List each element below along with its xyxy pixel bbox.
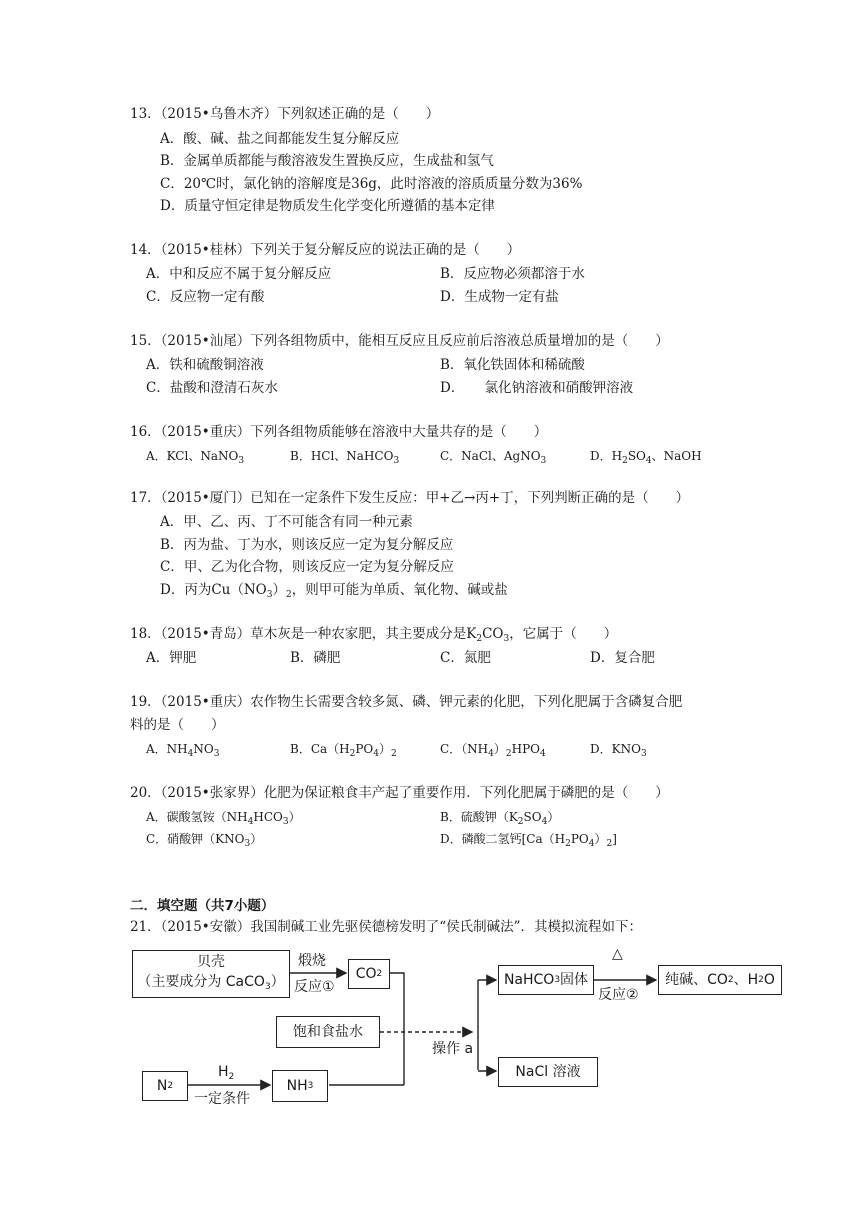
question-14-option-c: C．反应物一定有酸: [146, 289, 265, 305]
question-15-option-c: C．盐酸和澄清石灰水: [146, 380, 278, 396]
question-20-stem: 20．（2015•张家界）化肥为保证粮食丰产起了重要作用．下列化肥属于磷肥的是（ ）: [130, 785, 669, 801]
n2-box: N 2: [142, 1071, 188, 1101]
question-19-stem-continued: 料的是（ ）: [130, 717, 225, 733]
question-18-option-d: D．复合肥: [590, 650, 655, 666]
question-18-option-c: C．氮肥: [440, 650, 491, 666]
question-14-option-b: B．反应物必须都溶于水: [440, 266, 585, 282]
nacl-solution-box: NaCl 溶液: [498, 1057, 598, 1087]
question-14-option-d: D．生成物一定有盐: [440, 289, 559, 305]
question-15-option-d: D． 氯化钠溶液和硝酸钾溶液: [440, 380, 634, 396]
nh3-box: NH 3: [272, 1070, 328, 1102]
question-13-option-b: B．金属单质都能与酸溶液发生置换反应，生成盐和氢气: [160, 153, 494, 169]
section-heading: 二．填空题（共7小题）: [130, 898, 275, 914]
question-16-stem: 16．（2015•重庆）下列各组物质能够在溶液中大量共存的是（ ）: [130, 424, 548, 440]
question-20-option-c: C．硝酸钾$(KNO_3)$: [146, 832, 263, 849]
question-13-option-a: A．酸、碱、盐之间都能发生复分解反应: [160, 131, 400, 147]
question-20-option-d: D．磷酸二氢钙$[Ca(H_2PO_4)_2]$: [440, 832, 617, 849]
question-16-option-a: A．KCl、NaNO$_3$: [146, 449, 245, 466]
question-13-stem: 13．（2015•乌鲁木齐）下列叙述正确的是（ ）: [130, 106, 440, 122]
question-15-option-b: B．氧化铁固体和稀硫酸: [440, 357, 585, 373]
question-19-option-c: C．$(NH_4)_2HPO_4$: [440, 742, 546, 759]
operation-a-label: 操作 a: [432, 1041, 474, 1057]
question-17-option-c: C．甲、乙为化合物，则该反应一定为复分解反应: [160, 559, 454, 575]
question-20-option-a: A．碳酸氢铵$(NH_4HCO_3)$: [146, 810, 301, 827]
shell-composition: （主要成分为 CaCO$_3$）: [137, 973, 285, 992]
question-19-option-b: B．$Ca(H_2PO_4)_2$: [290, 742, 397, 759]
question-13-option-c: C．20℃时，氯化钠的溶解度是36g，此时溶液的溶质质量分数为36%: [160, 176, 583, 192]
question-19-option-d: D．$KNO_3$: [590, 742, 647, 759]
h2-label: $H_2$: [218, 1064, 235, 1082]
nahco3-box: NaHCO 3 固体: [498, 965, 594, 995]
question-16-option-c: C．NaCl、AgNO$_3$: [440, 449, 547, 466]
brine-box: 饱和食盐水: [276, 1016, 380, 1048]
shell-box: [132, 950, 290, 998]
calcine-label: 煅烧: [298, 953, 326, 969]
question-14-option-a: A．中和反应不属于复分解反应: [146, 266, 332, 282]
flow-diagram: [128, 940, 788, 1120]
question-19-option-a: A．$NH_4NO_3$: [146, 742, 220, 759]
reaction-2-label: 反应②: [598, 987, 639, 1003]
question-16-option-d: D．$H_2SO_4$、NaOH: [590, 449, 702, 466]
question-15-stem: 15．（2015•汕尾）下列各组物质中，能相互反应且反应前后溶液总质量增加的是（ ）: [130, 333, 669, 349]
question-14-stem: 14．（2015•桂林）下列关于复分解反应的说法正确的是（ ）: [130, 242, 521, 258]
question-13-option-d: D．质量守恒定律是物质发生化学变化所遵循的基本定律: [160, 198, 495, 214]
heat-symbol: △: [612, 946, 623, 962]
co2-box: CO 2: [348, 959, 390, 989]
question-21-stem: 21．（2015•安徽）我国制碱工业先驱侯德榜发明了“侯氏制碱法”．其模拟流程如下：: [130, 919, 643, 935]
question-17-option-a: A．甲、乙、丙、丁不可能含有同一种元素: [160, 514, 413, 530]
question-18-option-a: A．钾肥: [146, 650, 197, 666]
question-20-option-b: B．硫酸钾$(K_2SO_4)$: [440, 810, 560, 827]
question-17-option-b: B．丙为盐、丁为水，则该反应一定为复分解反应: [160, 537, 454, 553]
shell-label: 贝壳: [197, 953, 225, 970]
question-17-stem: 17．（2015•厦门）已知在一定条件下发生反应：甲+乙→丙+丁，下列判断正确的是（ ）: [130, 490, 690, 506]
question-17-option-d: D．丙为$Cu(NO_3)_2$，则甲可能为单质、氧化物、碱或盐: [160, 582, 508, 600]
products-box: 纯碱、CO 2 、H 2 O: [658, 965, 782, 995]
reaction-1-label: 反应①: [294, 979, 335, 995]
question-15-option-a: A．铁和硫酸铜溶液: [146, 357, 264, 373]
question-18-stem: 18．（2015•青岛）草木灰是一种农家肥，其主要成分是$K_2CO_3$，它属于（ ）: [130, 626, 618, 644]
condition-label: 一定条件: [194, 1091, 250, 1107]
question-16-option-b: B．HCl、NaHCO$_3$: [290, 449, 400, 466]
question-18-option-b: B．磷肥: [290, 650, 341, 666]
question-19-stem: 19．（2015•重庆）农作物生长需要含较多氮、磷、钾元素的化肥，下列化肥属于含磷复合肥: [130, 694, 683, 710]
